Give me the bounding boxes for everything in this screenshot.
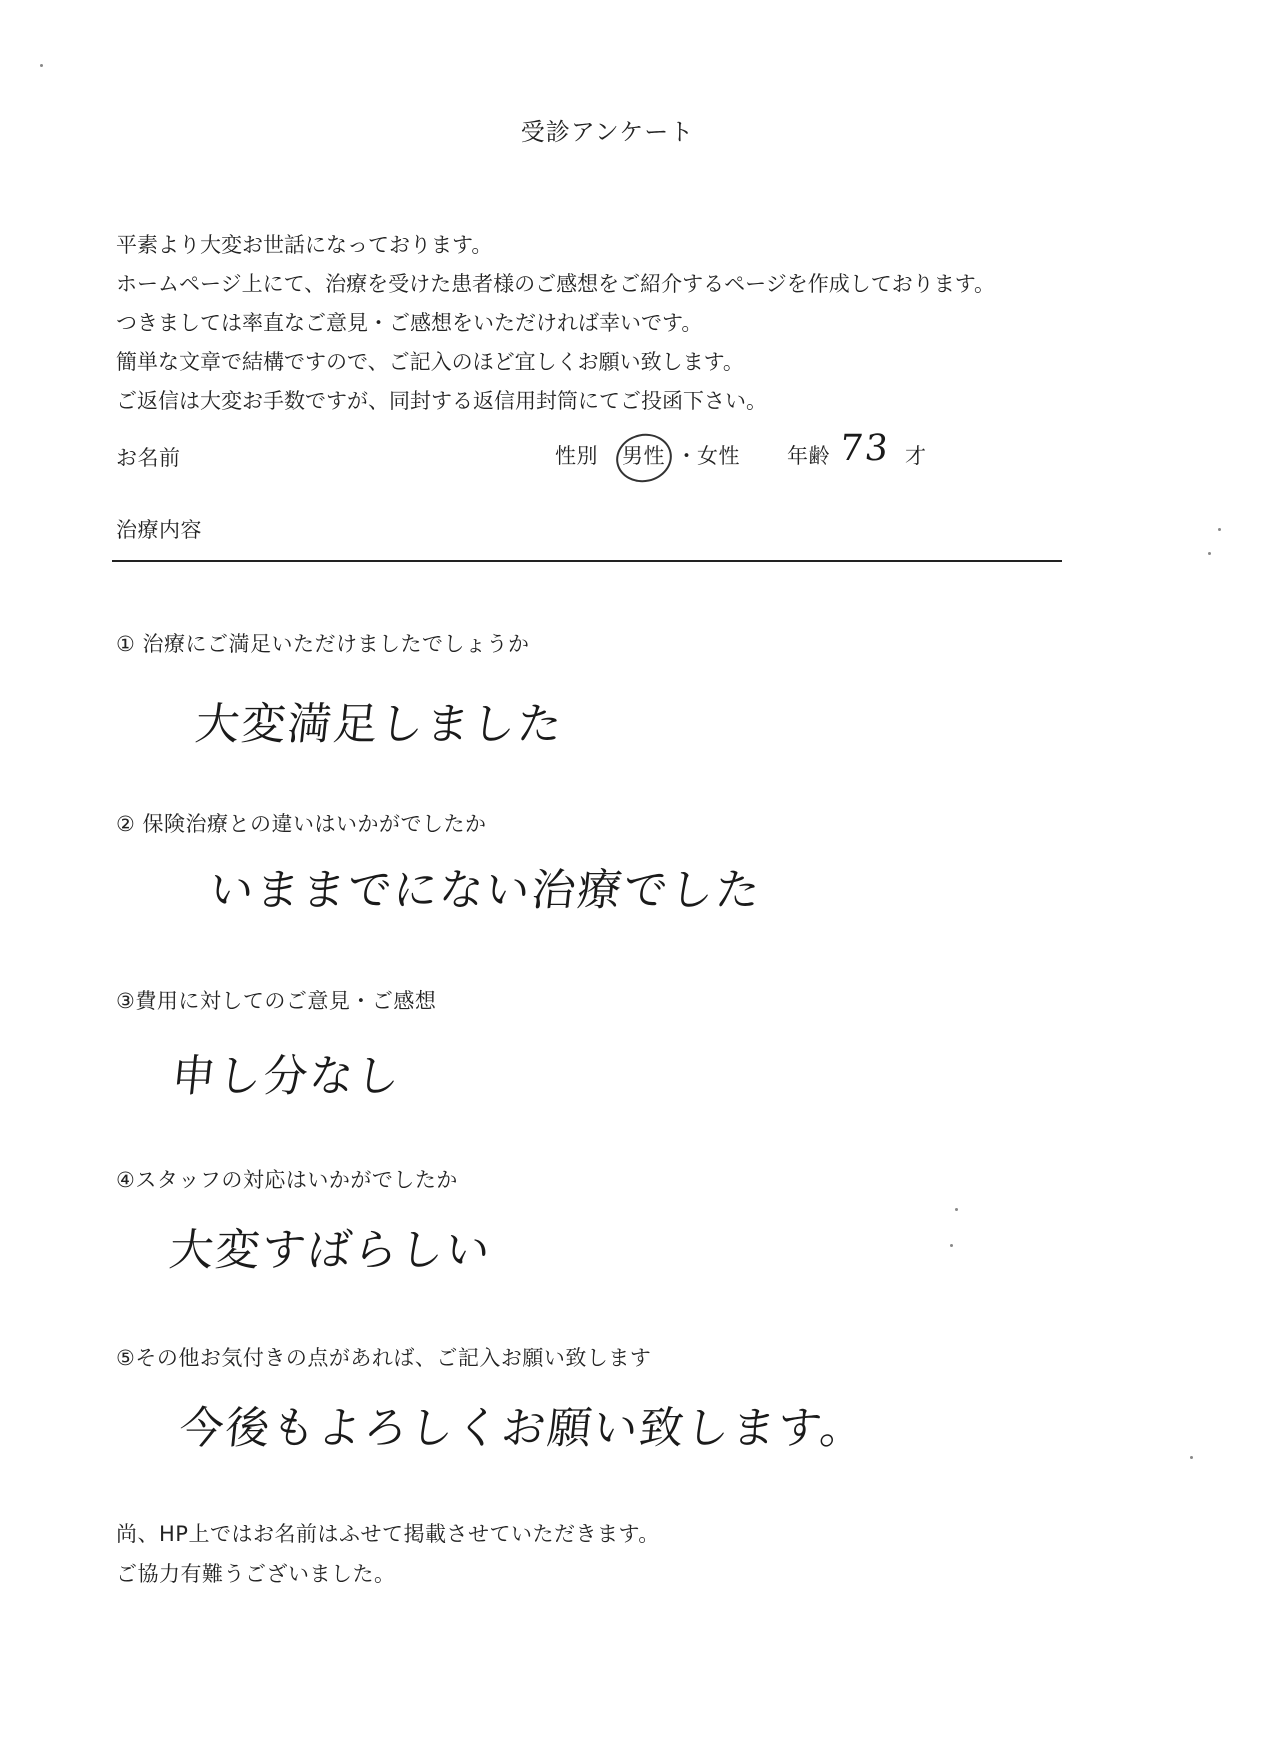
footer-note: 尚、HP上ではお名前はふせて掲載させていただきます。 <box>116 1522 660 1546</box>
age-unit: 才 <box>905 444 927 468</box>
answer-2: いままでにない治療でした <box>206 865 765 916</box>
scan-speck <box>950 1244 953 1247</box>
scan-speck <box>1218 528 1221 531</box>
question-5: ⑤その他お気付きの点があれば、ご記入お願い致します <box>116 1346 652 1370</box>
intro-line: つきましては率直なご意見・ご感想をいただければ幸いです。 <box>116 311 703 335</box>
intro-line: ご返信は大変お手数ですが、同封する返信用封筒にてご投函下さい。 <box>116 389 767 413</box>
age-value: 73 <box>837 428 892 469</box>
footer-thanks: ご協力有難うございました。 <box>116 1562 396 1586</box>
question-3: ③費用に対してのご意見・ご感想 <box>116 989 437 1013</box>
answer-1: 大変満足しました <box>192 699 567 750</box>
question-1: ① 治療にご満足いただけましたでしょうか <box>116 632 530 656</box>
treatment-underline <box>112 560 1062 562</box>
gender-option-male: 男性 <box>622 444 665 468</box>
gender-separator: ・ <box>676 444 698 468</box>
intro-text <box>116 226 995 421</box>
intro-line: ホームページ上にて、治療を受けた患者様のご感想をご紹介するページを作成しております。 <box>116 272 996 296</box>
question-4: ④スタッフの対応はいかがでしたか <box>116 1168 458 1192</box>
intro-line: 簡単な文章で結構ですので、ご記入のほど宜しくお願い致します。 <box>116 350 744 374</box>
scan-speck <box>40 64 43 67</box>
question-2: ② 保険治療との違いはいかがでしたか <box>116 812 487 836</box>
scan-speck <box>1208 552 1211 555</box>
answer-5: 今後もよろしくお願い致します。 <box>176 1403 869 1454</box>
gender-label: 性別 <box>555 444 598 468</box>
treatment-label: 治療内容 <box>116 518 202 542</box>
scan-speck <box>1190 1456 1193 1459</box>
page-title: 受診アンケート <box>520 118 695 146</box>
age-label: 年齢 <box>787 444 830 468</box>
scan-speck <box>955 1208 958 1211</box>
name-label: お名前 <box>116 446 181 470</box>
intro-line: 平素より大変お世話になっております。 <box>116 233 493 257</box>
answer-3: 申し分なし <box>168 1051 405 1102</box>
gender-option-female: 女性 <box>697 444 740 468</box>
answer-4: 大変すばらしい <box>166 1225 495 1276</box>
